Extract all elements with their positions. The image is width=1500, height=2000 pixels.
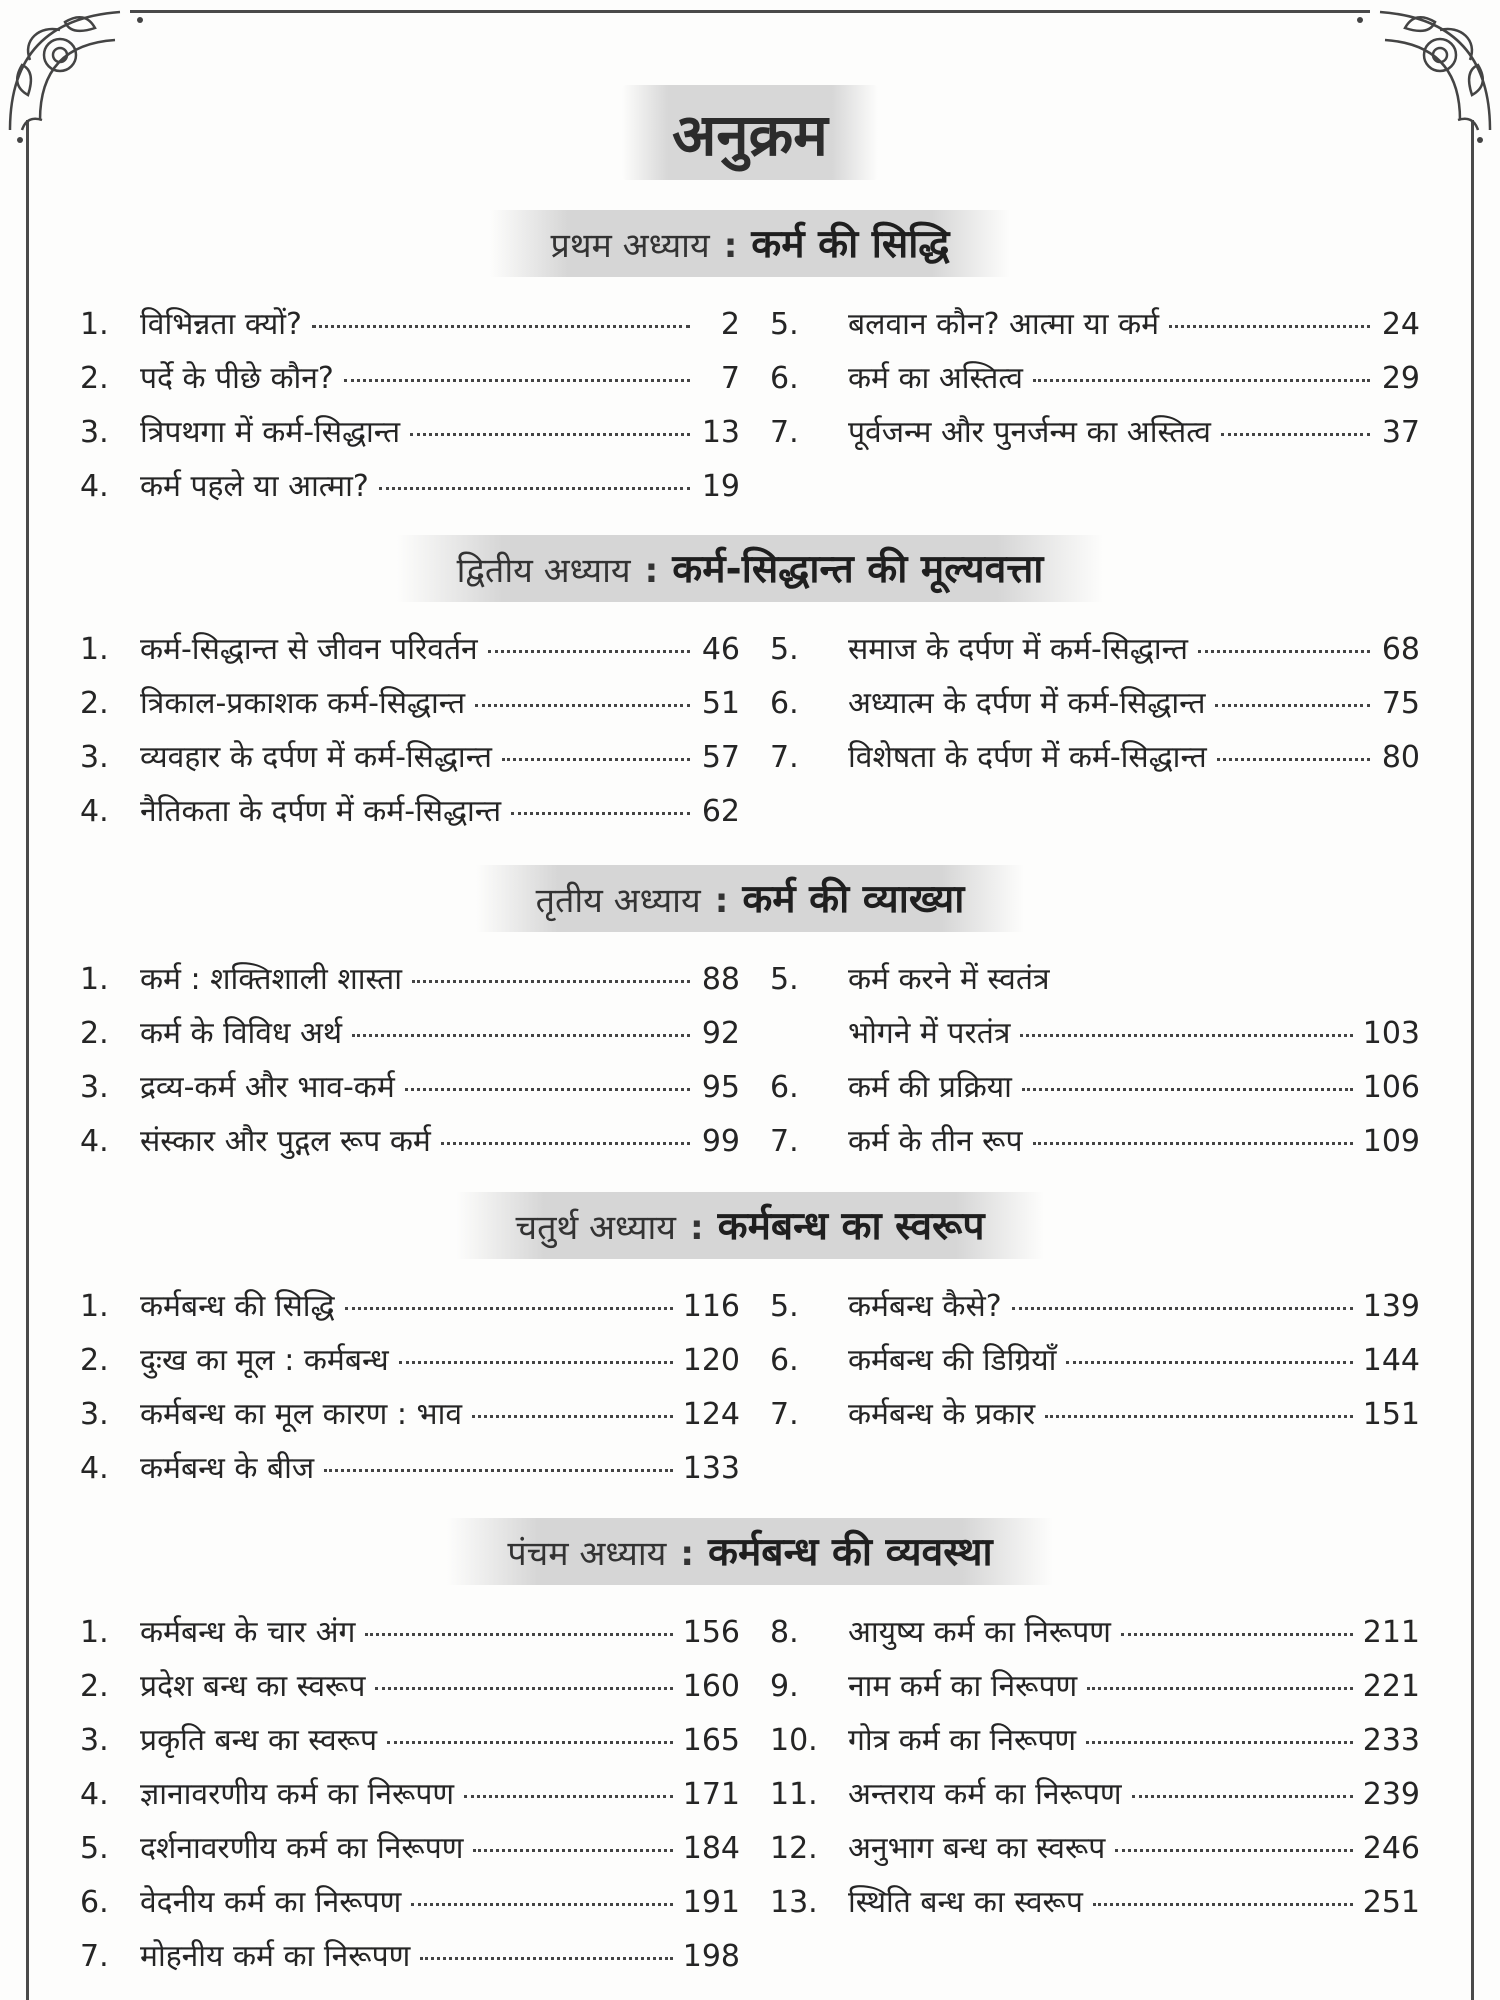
entry-number: 5. — [770, 962, 799, 997]
toc-entry[interactable] — [80, 1338, 740, 1392]
entry-title: कर्म का अस्तित्व — [848, 361, 1023, 396]
entry-number: 6. — [770, 361, 799, 396]
toc-entry[interactable] — [770, 1392, 1420, 1446]
entry-page: 106 — [1362, 1070, 1420, 1105]
entry-page: 191 — [682, 1885, 740, 1920]
leader-dots — [464, 1795, 673, 1798]
toc-column-left — [80, 627, 740, 843]
leader-dots — [473, 1849, 672, 1852]
entry-number: 2. — [80, 1669, 109, 1704]
entry-number: 7. — [770, 415, 799, 450]
chapter-heading — [0, 1518, 1500, 1580]
toc-entry[interactable] — [770, 410, 1420, 464]
entry-page: 221 — [1362, 1669, 1420, 1704]
entry-number: 5. — [80, 1831, 109, 1866]
entry-title: कर्म करने में स्वतंत्र — [848, 962, 1050, 997]
entry-title: भोगने में परतंत्र — [848, 1016, 1011, 1051]
entry-number: 7. — [80, 1939, 109, 1974]
entry-page: 19 — [701, 469, 740, 504]
leader-dots — [412, 980, 690, 983]
toc-entry[interactable] — [80, 735, 740, 789]
toc-entry[interactable] — [770, 1284, 1420, 1338]
entry-page: 57 — [701, 740, 740, 775]
leader-dots — [1045, 1415, 1353, 1418]
toc-entry[interactable] — [770, 1119, 1420, 1173]
entry-page: 246 — [1362, 1831, 1420, 1866]
entry-page: 144 — [1362, 1343, 1420, 1378]
entry-page: 75 — [1381, 686, 1420, 721]
entry-page: 37 — [1381, 415, 1420, 450]
entry-number: 6. — [770, 686, 799, 721]
entry-number: 2. — [80, 1343, 109, 1378]
toc-entry[interactable] — [80, 627, 740, 681]
entry-number: 7. — [770, 1397, 799, 1432]
entry-number: 7. — [770, 1124, 799, 1159]
chapter-section-5 — [0, 1518, 1500, 1990]
leader-dots — [1115, 1849, 1352, 1852]
toc-entry[interactable] — [770, 627, 1420, 681]
toc-entry[interactable] — [770, 1772, 1420, 1826]
entry-title: त्रिपथगा में कर्म-सिद्धान्त — [140, 415, 401, 450]
entry-number: 4. — [80, 1777, 109, 1812]
toc-entry[interactable] — [80, 302, 740, 356]
leader-dots — [1198, 650, 1370, 653]
toc-entry[interactable] — [80, 1664, 740, 1718]
leader-dots — [345, 1307, 673, 1310]
chapter-prefix: तृतीय अध्याय — [535, 881, 701, 921]
entry-title: कर्मबन्ध कैसे? — [848, 1289, 1002, 1324]
entry-page: 171 — [682, 1777, 740, 1812]
toc-entry[interactable] — [80, 1934, 740, 1988]
entry-title: विशेषता के दर्पण में कर्म-सिद्धान्त — [848, 740, 1207, 775]
chapter-heading — [0, 1192, 1500, 1254]
entry-number: 4. — [80, 794, 109, 829]
entry-number: 1. — [80, 962, 109, 997]
entry-title: द्रव्य-कर्म और भाव-कर्म — [140, 1070, 395, 1105]
border-top — [130, 10, 1370, 13]
leader-dots — [1221, 433, 1370, 436]
entry-page: 124 — [682, 1397, 740, 1432]
entry-number: 1. — [80, 307, 109, 342]
chapter-section-3 — [0, 865, 1500, 1177]
entry-page: 2 — [720, 307, 740, 342]
entry-title: आयुष्य कर्म का निरूपण — [848, 1615, 1111, 1650]
entry-number: 3. — [80, 415, 109, 450]
entry-number: 2. — [80, 686, 109, 721]
chapter-colon: : — [644, 551, 659, 591]
toc-entry[interactable] — [80, 356, 740, 410]
toc-entry[interactable] — [770, 302, 1420, 356]
entry-page: 133 — [682, 1451, 740, 1486]
leader-dots — [405, 1088, 690, 1091]
toc-column-left — [80, 957, 740, 1173]
entry-title: विभिन्नता क्यों? — [140, 307, 302, 342]
chapter-title: कर्म की सिद्धि — [751, 222, 950, 267]
entry-page: 13 — [701, 415, 740, 450]
chapter-prefix: द्वितीय अध्याय — [456, 551, 631, 591]
entry-title: मोहनीय कर्म का निरूपण — [140, 1939, 411, 1974]
leader-dots — [511, 812, 690, 815]
entry-page: 160 — [682, 1669, 740, 1704]
toc-entry[interactable] — [80, 1718, 740, 1772]
entry-title: गोत्र कर्म का निरूपण — [848, 1723, 1077, 1758]
entry-title: नाम कर्म का निरूपण — [848, 1669, 1078, 1704]
toc-column-left — [80, 1610, 740, 1988]
toc-entry[interactable] — [80, 789, 740, 843]
entry-title: व्यवहार के दर्पण में कर्म-सिद्धान्त — [140, 740, 493, 775]
leader-dots — [472, 1415, 673, 1418]
leader-dots — [1215, 704, 1370, 707]
toc-entries — [0, 1610, 1500, 1990]
chapter-colon: : — [690, 1208, 704, 1248]
entry-title: कर्मबन्ध का मूल कारण : भाव — [140, 1397, 463, 1432]
entry-page: 7 — [720, 361, 740, 396]
chapter-title: कर्मबन्ध का स्वरूप — [717, 1204, 985, 1249]
toc-entries — [0, 627, 1500, 847]
chapter-prefix: प्रथम अध्याय — [550, 226, 710, 266]
leader-dots — [1121, 1633, 1353, 1636]
toc-entry[interactable] — [80, 1119, 740, 1173]
entry-page: 51 — [701, 686, 740, 721]
entry-number: 8. — [770, 1615, 799, 1650]
toc-entry[interactable] — [770, 1718, 1420, 1772]
entry-title: कर्मबन्ध के चार अंग — [140, 1615, 356, 1650]
entry-title: समाज के दर्पण में कर्म-सिद्धान्त — [848, 632, 1188, 667]
toc-entry[interactable] — [770, 681, 1420, 735]
leader-dots — [1022, 1088, 1353, 1091]
leader-dots — [411, 1903, 672, 1906]
toc-entries — [0, 957, 1500, 1177]
toc-column-right — [770, 1284, 1420, 1446]
entry-title: कर्म : शक्तिशाली शास्ता — [140, 962, 403, 997]
toc-entry[interactable] — [80, 681, 740, 735]
entry-number: 5. — [770, 307, 799, 342]
toc-column-right — [770, 957, 1420, 1173]
toc-entry[interactable] — [80, 1446, 740, 1500]
entry-page: 184 — [682, 1831, 740, 1866]
leader-dots — [420, 1957, 672, 1960]
entry-title: प्रकृति बन्ध का स्वरूप — [140, 1723, 377, 1758]
chapter-title: कर्मबन्ध की व्यवस्था — [708, 1530, 993, 1575]
entry-number: 1. — [80, 632, 109, 667]
entry-number: 1. — [80, 1289, 109, 1324]
entry-title: कर्मबन्ध के बीज — [140, 1451, 315, 1486]
entry-title: त्रिकाल-प्रकाशक कर्म-सिद्धान्त — [140, 686, 466, 721]
leader-dots — [399, 1361, 673, 1364]
entry-number: 2. — [80, 1016, 109, 1051]
toc-entry[interactable] — [80, 410, 740, 464]
entry-page: 116 — [682, 1289, 740, 1324]
toc-column-right — [770, 1610, 1420, 1934]
leader-dots — [352, 1034, 690, 1037]
entry-title: ज्ञानावरणीय कर्म का निरूपण — [140, 1777, 455, 1812]
toc-entry[interactable] — [80, 464, 740, 518]
toc-entry[interactable] — [80, 1610, 740, 1664]
toc-entry[interactable] — [770, 1664, 1420, 1718]
toc-entry[interactable] — [80, 1011, 740, 1065]
entry-title: कर्मबन्ध की डिग्रियाँ — [848, 1343, 1057, 1378]
leader-dots — [1132, 1795, 1353, 1798]
leader-dots — [1086, 1741, 1353, 1744]
entry-title: कर्म पहले या आत्मा? — [140, 469, 369, 504]
entry-page: 120 — [682, 1343, 740, 1378]
entry-page: 62 — [701, 794, 740, 829]
leader-dots — [1033, 1142, 1353, 1145]
entry-page: 211 — [1362, 1615, 1420, 1650]
leader-dots — [1087, 1687, 1353, 1690]
entry-title: पर्दे के पीछे कौन? — [140, 361, 334, 396]
entry-title: कर्म की प्रक्रिया — [848, 1070, 1012, 1105]
entry-title: दुःख का मूल : कर्मबन्ध — [140, 1343, 389, 1378]
entry-number: 3. — [80, 1723, 109, 1758]
entry-number: 4. — [80, 469, 109, 504]
leader-dots — [1033, 379, 1370, 382]
entry-page: 68 — [1381, 632, 1420, 667]
toc-entry[interactable] — [80, 957, 740, 1011]
toc-column-left — [80, 1284, 740, 1500]
toc-entries — [0, 1284, 1500, 1504]
entry-title: कर्मबन्ध के प्रकार — [848, 1397, 1036, 1432]
entry-page: 233 — [1362, 1723, 1420, 1758]
entry-page: 95 — [701, 1070, 740, 1105]
chapter-heading — [0, 865, 1500, 927]
entry-page: 239 — [1362, 1777, 1420, 1812]
entry-title: बलवान कौन? आत्मा या कर्म — [848, 307, 1160, 342]
entry-title: पूर्वजन्म और पुनर्जन्म का अस्तित्व — [848, 415, 1211, 450]
entry-number: 5. — [770, 1289, 799, 1324]
toc-entry[interactable] — [80, 1065, 740, 1119]
entry-page: 88 — [701, 962, 740, 997]
leader-dots — [1066, 1361, 1352, 1364]
entry-number: 10. — [770, 1723, 818, 1758]
toc-entry[interactable] — [80, 1826, 740, 1880]
entry-page: 156 — [682, 1615, 740, 1650]
entry-number: 3. — [80, 1397, 109, 1432]
toc-entry[interactable] — [770, 356, 1420, 410]
entry-page: 99 — [701, 1124, 740, 1159]
chapter-colon: : — [714, 881, 729, 921]
entry-page: 103 — [1362, 1016, 1420, 1051]
leader-dots — [475, 704, 690, 707]
entry-number: 3. — [80, 1070, 109, 1105]
toc-entry[interactable] — [80, 1772, 740, 1826]
entry-title: संस्कार और पुद्गल रूप कर्म — [140, 1124, 431, 1159]
leader-dots — [365, 1633, 672, 1636]
entry-number: 1. — [80, 1615, 109, 1650]
entry-number: 6. — [80, 1885, 109, 1920]
toc-entries — [0, 302, 1500, 522]
toc-entry[interactable] — [770, 1826, 1420, 1880]
toc-entry[interactable] — [770, 735, 1420, 789]
entry-page: 251 — [1362, 1885, 1420, 1920]
leader-dots — [344, 379, 690, 382]
leader-dots — [387, 1741, 673, 1744]
entry-number: 9. — [770, 1669, 799, 1704]
chapter-prefix: पंचम अध्याय — [507, 1534, 667, 1574]
toc-entry[interactable] — [770, 1610, 1420, 1664]
entry-page: 165 — [682, 1723, 740, 1758]
entry-title: नैतिकता के दर्पण में कर्म-सिद्धान्त — [140, 794, 502, 829]
page-title-text: अनुक्रम — [622, 85, 878, 180]
entry-page: 92 — [701, 1016, 740, 1051]
toc-entry[interactable] — [80, 1880, 740, 1934]
chapter-heading — [0, 535, 1500, 597]
entry-number: 11. — [770, 1777, 818, 1812]
chapter-colon: : — [723, 226, 738, 266]
chapter-title: कर्म की व्याख्या — [742, 877, 965, 922]
entry-number: 7. — [770, 740, 799, 775]
leader-dots — [1020, 1034, 1352, 1037]
chapter-section-4 — [0, 1192, 1500, 1504]
entry-page: 198 — [682, 1939, 740, 1974]
toc-entry-continuation[interactable] — [770, 1011, 1420, 1065]
entry-page: 24 — [1381, 307, 1420, 342]
entry-title: कर्म-सिद्धान्त से जीवन परिवर्तन — [140, 632, 478, 667]
chapter-section-2 — [0, 535, 1500, 847]
entry-title: कर्मबन्ध की सिद्धि — [140, 1289, 335, 1324]
entry-page: 139 — [1362, 1289, 1420, 1324]
leader-dots — [410, 433, 690, 436]
leader-dots — [1012, 1307, 1353, 1310]
entry-page: 29 — [1381, 361, 1420, 396]
entry-number: 3. — [80, 740, 109, 775]
chapter-colon: : — [680, 1534, 695, 1574]
page-title — [0, 85, 1500, 180]
entry-number: 4. — [80, 1451, 109, 1486]
entry-title: प्रदेश बन्ध का स्वरूप — [140, 1669, 366, 1704]
entry-number: 13. — [770, 1885, 818, 1920]
chapter-heading — [0, 210, 1500, 272]
entry-page: 80 — [1381, 740, 1420, 775]
entry-number: 6. — [770, 1070, 799, 1105]
leader-dots — [502, 758, 690, 761]
leader-dots — [1169, 325, 1370, 328]
leader-dots — [441, 1142, 690, 1145]
toc-entry[interactable] — [80, 1392, 740, 1446]
chapter-prefix: चतुर्थ अध्याय — [515, 1208, 677, 1248]
entry-number: 6. — [770, 1343, 799, 1378]
leader-dots — [324, 1469, 673, 1472]
toc-entry[interactable] — [770, 1065, 1420, 1119]
toc-entry[interactable] — [80, 1284, 740, 1338]
entry-page: 109 — [1362, 1124, 1420, 1159]
entry-title: स्थिति बन्ध का स्वरूप — [848, 1885, 1083, 1920]
entry-title: वेदनीय कर्म का निरूपण — [140, 1885, 402, 1920]
chapter-section-1 — [0, 210, 1500, 522]
entry-title: अन्तराय कर्म का निरूपण — [848, 1777, 1122, 1812]
entry-number: 4. — [80, 1124, 109, 1159]
leader-dots — [379, 487, 690, 490]
toc-entry[interactable] — [770, 957, 1420, 1011]
toc-column-right — [770, 302, 1420, 464]
entry-page: 151 — [1362, 1397, 1420, 1432]
entry-number: 5. — [770, 632, 799, 667]
entry-title: अध्यात्म के दर्पण में कर्म-सिद्धान्त — [848, 686, 1206, 721]
toc-entry[interactable] — [770, 1880, 1420, 1934]
entry-number: 2. — [80, 361, 109, 396]
entry-number: 12. — [770, 1831, 818, 1866]
leader-dots — [1217, 758, 1370, 761]
toc-entry[interactable] — [770, 1338, 1420, 1392]
entry-page: 46 — [701, 632, 740, 667]
entry-title: कर्म के विविध अर्थ — [140, 1016, 343, 1051]
leader-dots — [375, 1687, 672, 1690]
entry-title: अनुभाग बन्ध का स्वरूप — [848, 1831, 1106, 1866]
chapter-title: कर्म-सिद्धान्त की मूल्यवत्ता — [672, 547, 1044, 592]
leader-dots — [488, 650, 690, 653]
leader-dots — [312, 325, 690, 328]
toc-column-left — [80, 302, 740, 518]
entry-title: कर्म के तीन रूप — [848, 1124, 1023, 1159]
leader-dots — [1093, 1903, 1353, 1906]
toc-column-right — [770, 627, 1420, 789]
entry-title: दर्शनावरणीय कर्म का निरूपण — [140, 1831, 464, 1866]
